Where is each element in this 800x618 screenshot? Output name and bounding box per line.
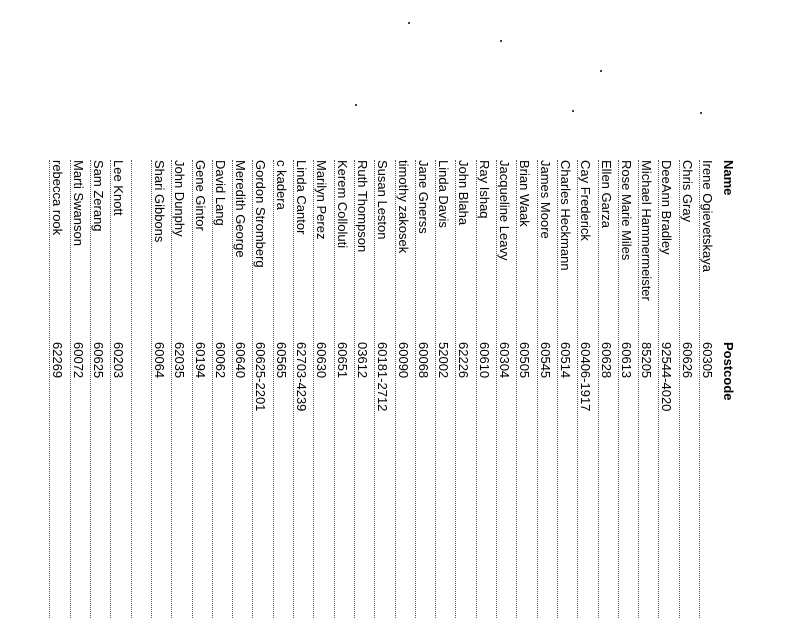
row-postcode: 60565: [274, 342, 289, 379]
row-postcode: 60651: [335, 342, 350, 379]
table-row: [354, 160, 370, 618]
row-name: James Moore: [538, 160, 553, 239]
table-row: [598, 160, 614, 618]
table-row: [334, 160, 350, 618]
table-row: [618, 160, 634, 618]
row-postcode: 60062: [213, 342, 228, 379]
table-row: [577, 160, 593, 618]
row-name: Linda Cantor: [294, 160, 309, 235]
row-name: Irene Ogievetskaya: [700, 160, 715, 273]
row-leader-dots: [537, 160, 538, 618]
row-name: c kadera: [274, 160, 289, 210]
row-postcode: 60514: [558, 342, 573, 379]
row-postcode: 62269: [50, 342, 65, 379]
row-postcode: 60194: [193, 342, 208, 379]
row-postcode: 62703-4239: [294, 342, 309, 412]
row-name: Linda Davis: [436, 160, 451, 228]
row-name: Michael Hammermeister: [639, 160, 654, 301]
row-name: Ray Ishaq: [477, 160, 492, 219]
row-name: Gene Gintor: [193, 160, 208, 231]
header-name: Name: [721, 160, 736, 196]
row-name: Marilyn Perez: [314, 160, 329, 240]
table-row: [293, 160, 309, 618]
table-row: [679, 160, 695, 618]
table-row: [455, 160, 471, 618]
row-leader-dots: [334, 160, 335, 618]
row-leader-dots: [70, 160, 71, 618]
row-leader-dots: [516, 160, 517, 618]
row-leader-dots: [496, 160, 497, 618]
row-name: Chris Gray: [680, 160, 695, 223]
row-name: Susan Leston: [375, 160, 390, 240]
row-leader-dots: [638, 160, 639, 618]
table-row: [658, 160, 674, 618]
row-name: DeeAnn Bradley: [659, 160, 674, 255]
row-postcode: 60625-2201: [253, 342, 268, 412]
row-postcode: 60610: [477, 342, 492, 379]
table-row: [699, 160, 715, 618]
scan-speck: [572, 110, 574, 112]
row-name: Marti Swanson: [71, 160, 86, 246]
table-row: [232, 160, 248, 618]
table-row: [192, 160, 208, 618]
row-postcode: 60090: [396, 342, 411, 379]
row-leader-dots: [679, 160, 680, 618]
row-leader-dots: [415, 160, 416, 618]
row-postcode: 60626: [680, 342, 695, 379]
row-name: Cay Frederick: [578, 160, 593, 241]
table-row: [90, 160, 106, 618]
row-postcode: 60181-2712: [375, 342, 390, 412]
table-row: [516, 160, 532, 618]
row-postcode: 60545: [538, 342, 553, 379]
header-postcode: Postcode: [721, 342, 736, 401]
row-leader-dots: [618, 160, 619, 618]
row-leader-dots: [192, 160, 193, 618]
row-leader-dots: [435, 160, 436, 618]
row-postcode: 60625: [91, 342, 106, 379]
table-row: [435, 160, 451, 618]
row-name: David Lang: [213, 160, 228, 226]
row-name: Kerem Colloluti: [335, 160, 350, 249]
row-name: John Blaha: [456, 160, 471, 226]
row-name: Meredith George: [233, 160, 248, 258]
row-postcode: 62035: [172, 342, 187, 379]
table-row: [638, 160, 654, 618]
row-name: Jacqueline Leavy: [497, 160, 512, 261]
row-postcode: 60304: [497, 342, 512, 379]
table-row: [171, 160, 187, 618]
row-postcode: 60406-1917: [578, 342, 593, 412]
row-leader-dots: [313, 160, 314, 618]
row-postcode: 60203: [111, 342, 126, 379]
scan-speck: [700, 112, 702, 114]
row-name: Lee Knott: [111, 160, 126, 216]
row-leader-dots: [658, 160, 659, 618]
row-leader-dots: [557, 160, 558, 618]
row-leader-dots: [699, 160, 700, 618]
row-postcode: 60068: [416, 342, 431, 379]
row-leader-dots: [151, 160, 152, 618]
table-row: [273, 160, 289, 618]
row-leader-dots: [374, 160, 375, 618]
row-leader-dots: [212, 160, 213, 618]
scan-speck: [408, 22, 410, 24]
row-name: rebecca rook: [50, 160, 65, 236]
table-row: [151, 160, 167, 618]
row-leader-dots: [455, 160, 456, 618]
row-postcode: 85205: [639, 342, 654, 379]
row-name: Brian Waak: [517, 160, 532, 227]
row-name: John Dunphy: [172, 160, 187, 237]
row-leader-dots: [354, 160, 355, 618]
row-name: Charles Heckmann: [558, 160, 573, 271]
table-row: [313, 160, 329, 618]
row-leader-dots: [110, 160, 111, 618]
row-name: Ruth Thompson: [355, 160, 370, 253]
row-leader-dots: [293, 160, 294, 618]
row-postcode: 60630: [314, 342, 329, 379]
table-row: [252, 160, 268, 618]
row-name: Ellen Garza: [599, 160, 614, 228]
row-leader-dots: [131, 160, 132, 618]
table-row: [70, 160, 86, 618]
row-leader-dots: [49, 160, 50, 618]
table-row: [395, 160, 411, 618]
row-name: timothy zakosek: [396, 160, 411, 254]
row-postcode: 60640: [233, 342, 248, 379]
scan-speck: [600, 70, 602, 72]
row-postcode: 60305: [700, 342, 715, 379]
row-postcode: 60072: [71, 342, 86, 379]
row-leader-dots: [232, 160, 233, 618]
scan-speck: [355, 104, 357, 106]
row-leader-dots: [577, 160, 578, 618]
table-row: [415, 160, 431, 618]
row-name: Jane Gnerss: [416, 160, 431, 234]
table-row: [49, 160, 65, 618]
row-postcode: 60628: [599, 342, 614, 379]
table-row: [110, 160, 126, 618]
row-postcode: 62226: [456, 342, 471, 379]
row-name: Sam Zerang: [91, 160, 106, 232]
row-postcode: 60064: [152, 342, 167, 379]
row-leader-dots: [90, 160, 91, 618]
row-postcode: 52002: [436, 342, 451, 379]
row-postcode: 60505: [517, 342, 532, 379]
row-leader-dots: [598, 160, 599, 618]
table-row: [212, 160, 228, 618]
row-leader-dots: [171, 160, 172, 618]
table-row: [131, 160, 147, 618]
table-row: [537, 160, 553, 618]
row-name: Gordon Stromberg: [253, 160, 268, 268]
table-row: [496, 160, 512, 618]
row-leader-dots: [476, 160, 477, 618]
table-header: [720, 160, 736, 618]
row-postcode: 92544-4020: [659, 342, 674, 412]
row-postcode: 03612: [355, 342, 370, 379]
row-leader-dots: [395, 160, 396, 618]
row-name: Rose Marie Miles: [619, 160, 634, 261]
scan-speck: [500, 40, 502, 42]
table-row: [557, 160, 573, 618]
row-name: Shari Gibbons: [152, 160, 167, 243]
row-postcode: 60613: [619, 342, 634, 379]
row-leader-dots: [252, 160, 253, 618]
row-leader-dots: [273, 160, 274, 618]
table-row: [476, 160, 492, 618]
table-row: [374, 160, 390, 618]
